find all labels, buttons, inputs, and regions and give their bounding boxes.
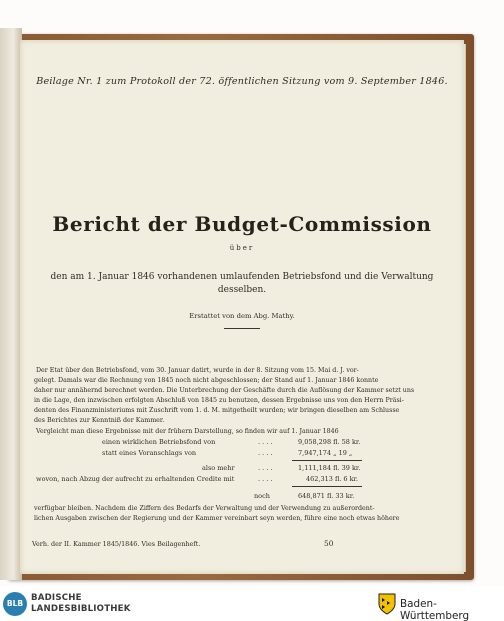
body-line: in die Lage, den inzwischen erfolgten Abschluß von 1845 zu benutzen, dessen Ergebnisse uns von den Herrn Präsi-	[34, 397, 404, 404]
body-line: denten des Finanzministeriums mit Zuschrift vom 1. d. M. mitgetheilt wurden; wir bringen dieselben am Schlusse	[34, 407, 400, 414]
blb-logo[interactable]: BLB	[3, 592, 27, 616]
calc-label-credits: wovon, nach Abzug der aufrecht zu erhaltenden Credite mit	[36, 475, 235, 483]
calc-label-estimate: statt eines Voranschlags von	[102, 449, 197, 457]
document-page	[20, 40, 464, 574]
document-title: Bericht der Budget-Commission	[52, 212, 432, 236]
calc-label-remaining: noch	[254, 492, 270, 500]
book-gutter	[0, 28, 22, 580]
body-line: Der Etat über den Betriebsfond, vom 30. Januar datirt, wurde in der 8. Sitzung vom 15. Mai d. J. vor-	[36, 367, 359, 374]
page-footer: Verh. der II. Kammer 1845/1846. Vies Beilagenheft.	[32, 540, 201, 548]
separator-rule	[224, 328, 260, 329]
library-name-line-1: BADISCHE	[31, 593, 82, 603]
calc-dots: . . . .	[258, 475, 273, 483]
calc-dots: . . . .	[258, 464, 273, 472]
author-line: Erstattet von dem Abg. Mathy.	[189, 312, 295, 320]
sum-rule	[292, 460, 362, 461]
calc-value-remaining: 648,871 fl. 33 kr.	[298, 492, 355, 500]
state-name[interactable]: Baden-Württemberg	[400, 598, 470, 621]
page-header: Beilage Nr. 1 zum Protokoll der 72. öffentlichen Sitzung vom 9. September 1846.	[36, 76, 448, 87]
body-line: lichen Ausgaben zwischen der Regierung und der Kammer vereinbart seyn werden, führe eine noch etwas höhere	[34, 515, 400, 522]
calc-dots: . . . .	[258, 438, 273, 446]
library-name-line-2: LANDESBIBLIOTHEK	[31, 604, 131, 614]
calc-value-difference: 1,111,184 fl. 39 kr.	[298, 464, 361, 472]
sum-rule	[292, 486, 362, 487]
page-number: 50	[324, 539, 334, 548]
document-subtitle-line-1: den am 1. Januar 1846 vorhandenen umlaufenden Betriebsfond und die Verwaltung	[50, 272, 434, 282]
logo-bar	[0, 588, 504, 621]
body-line: des Berichtes zur Kenntniß der Kammer.	[34, 417, 165, 424]
body-line: daher nur annähernd berechnet werden. Die Unterbrechung der Geschäfte durch die Auflösung der Kammer setzt uns	[34, 387, 415, 394]
body-line: gelegt. Damals war die Rechnung von 1845 noch nicht abgeschlossen; der Stand auf 1. Januar 1846 konnte	[34, 377, 379, 384]
title-connector: über	[229, 244, 255, 252]
document-subtitle-line-2: desselben.	[217, 285, 267, 295]
body-line: verfügbar bleiben. Nachdem die Ziffern des Bedarfs der Verwaltung und der Verwendung zu außerordent-	[34, 505, 375, 512]
coat-of-arms-icon	[378, 593, 396, 615]
calc-value-estimate: 7,947,174 „ 19 „	[298, 449, 353, 457]
calc-value-actual: 9,058,298 fl. 58 kr.	[298, 438, 361, 446]
calc-value-credits: 462,313 fl. 6 kr.	[306, 475, 359, 483]
calc-label-difference: also mehr	[202, 464, 235, 472]
calc-dots: . . . .	[258, 449, 273, 457]
body-line: Vergleicht man diese Ergebnisse mit der frühern Darstellung, so finden wir auf 1. Januar 1846	[36, 428, 339, 435]
calc-label-actual: einen wirklichen Betriebsfond von	[102, 438, 216, 446]
